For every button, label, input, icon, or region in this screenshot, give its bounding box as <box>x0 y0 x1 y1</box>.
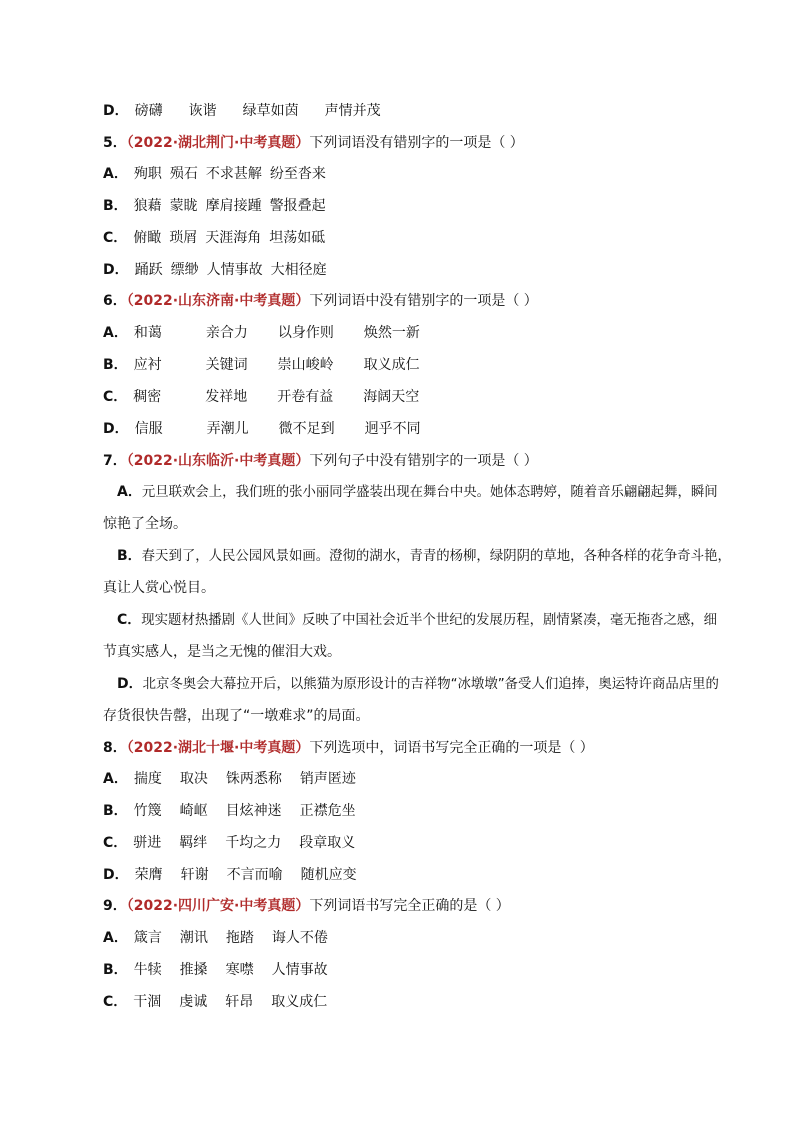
q5-stem: 5．（2022·湖北荆门·中考真题）下列词语没有错别字的一项是（ ） <box>103 135 524 151</box>
q9-option-a: A． 箴言 潮讯 拖踏 诲人不倦 <box>103 930 328 946</box>
q7-option-a-line1: A．元旦联欢会上，我们班的张小丽同学盛装出现在舞台中央。她体态聘婷，随着音乐翩翩起舞，瞬间 <box>117 484 718 500</box>
q7-option-b-line2: 真让人赏心悦目。 <box>103 580 215 596</box>
q6-source: （2022·山东济南·中考真题） <box>126 293 310 309</box>
q6-option-d: D． 信服 弄潮儿 微不足到 迥乎不同 <box>103 421 421 437</box>
q7-option-c-line1: C．现实题材热播剧《人世间》反映了中国社会近半个世纪的发展历程，剧情紧凑，毫无拖沓之感，细 <box>117 612 718 628</box>
q5-option-d: D． 踊跃 缥缈 人情事故 大相径庭 <box>103 262 327 278</box>
q4-option-d: D． 磅礴 诙谐 绿草如茵 声情并茂 <box>103 103 381 119</box>
q5-option-a: A． 殉职 殒石 不求甚解 纷至沓来 <box>103 166 326 182</box>
q6-option-a: A． 和蔼 亲合力 以身作则 焕然一新 <box>103 325 420 341</box>
q7-source: （2022·山东临沂·中考真题） <box>126 453 310 469</box>
q7-option-d-line2: 存货很快告罄，出现了“一墩难求”的局面。 <box>103 708 370 724</box>
q7-option-c-line2: 节真实感人，是当之无愧的催泪大戏。 <box>103 644 341 660</box>
q7-stem: 7．（2022·山东临沂·中考真题）下列句子中没有错别字的一项是（ ） <box>103 453 538 469</box>
q8-option-c: C． 骈进 羁绊 千均之力 段章取义 <box>103 835 356 851</box>
q9-stem: 9．（2022·四川广安·中考真题）下列词语书写完全正确的是（ ） <box>103 898 510 914</box>
q8-stem: 8．（2022·湖北十堰·中考真题）下列选项中，词语书写完全正确的一项是（ ） <box>103 740 594 756</box>
q6-stem: 6．（2022·山东济南·中考真题）下列词语中没有错别字的一项是（ ） <box>103 293 538 309</box>
q6-option-b: B． 应衬 关键词 崇山峻岭 取义成仁 <box>103 357 420 373</box>
q7-option-a-line2: 惊艳了全场。 <box>103 516 187 532</box>
q8-option-a: A． 揣度 取决 铢两悉称 销声匿迹 <box>103 771 356 787</box>
q7-option-b-line1: B．春天到了，人民公园风景如画。澄彻的湖水，青青的杨柳，绿阴阴的草地，各种各样的花争奇斗艳， <box>117 548 731 564</box>
q8-option-b: B． 竹篾 崎岖 目炫神迷 正襟危坐 <box>103 803 356 819</box>
q5-source: （2022·湖北荆门·中考真题） <box>126 135 310 151</box>
q7-option-d-line1: D．北京冬奥会大幕拉开后，以熊猫为原形设计的吉祥物“冰墩墩”备受人们追捧，奥运特许商品店里的 <box>117 676 719 692</box>
q9-option-b: B． 牛犊 推搡 寒噤 人情事故 <box>103 962 328 978</box>
q5-option-c: C． 俯瞰 琐屑 天涯海角 坦荡如砥 <box>103 230 326 246</box>
q8-source: （2022·湖北十堰·中考真题） <box>126 740 310 756</box>
q5-option-b: B． 狼藉 蒙眬 摩肩接踵 警报叠起 <box>103 198 326 214</box>
q8-option-d: D． 荣膺 轩谢 不言而喻 随机应变 <box>103 867 357 883</box>
q9-option-c: C． 干涸 虔诚 轩昂 取义成仁 <box>103 994 328 1010</box>
q6-option-c: C． 稠密 发祥地 开卷有益 海阔天空 <box>103 389 420 405</box>
q9-source: （2022·四川广安·中考真题） <box>126 898 310 914</box>
